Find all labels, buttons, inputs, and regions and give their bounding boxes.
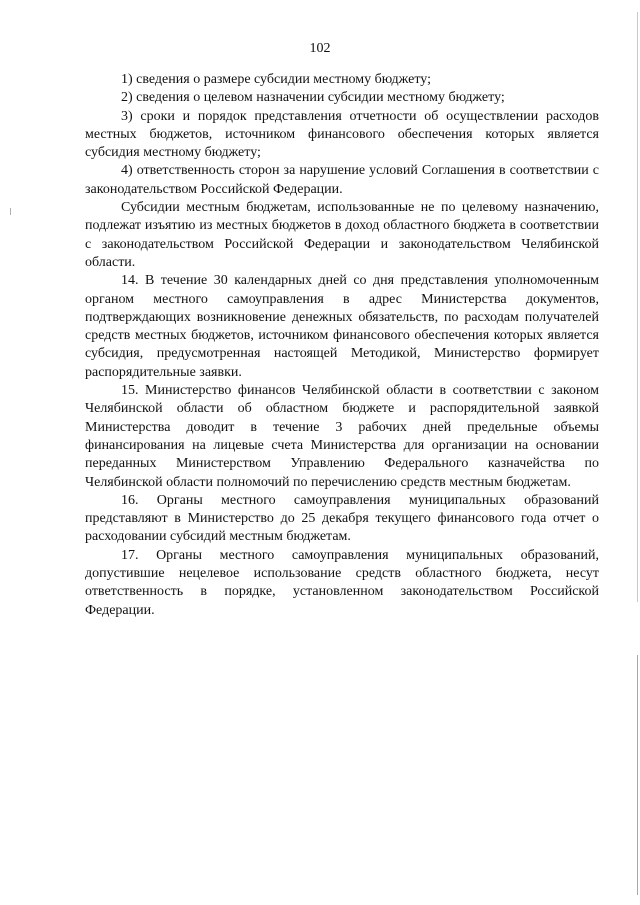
agreement-item-2: 2) сведения о целевом назначении субсидии местному бюджету; — [121, 90, 505, 106]
scan-artifact-mark — [10, 208, 11, 215]
scan-edge-line-lower — [637, 655, 638, 895]
agreement-item-1: 1) сведения о размере субсидии местному бюджету; — [121, 72, 431, 87]
agreement-item-3: 3) сроки и порядок представления отчетности об осуществлении расходов местных бюджетов, источником финансового обеспечения которых является субсидия местному бюджету; — [85, 108, 599, 161]
document-body — [85, 71, 599, 620]
page-number: 102 — [309, 41, 331, 56]
clause-15: 15. Министерство финансов Челябинской области в соответствии с законом Челябинской области об областном бюджете и распорядительной заявкой Министерства доводит в течение 3 рабочих дней предельные объемы финансирования на лицевые счета Министерства для организации на основании переданных Министерством Управлению Федерального казначейства по Челябинской области полномочий по перечислению средств местным бюджетам. — [85, 383, 599, 490]
clause-16: 16. Органы местного самоуправления муниципальных образований представляют в Министерство до 25 декабря текущего финансового года отчет о расходовании субсидий местным бюджетам. — [85, 492, 599, 545]
scan-edge-line — [637, 12, 638, 602]
misuse-paragraph: Субсидии местным бюджетам, использованные не по целевому назначению, подлежат изъятию из местных бюджетов в доход областного бюджета в соответствии с законодательством Российской Федерации и законодательством Челябинской области. — [85, 200, 599, 270]
agreement-item-4: 4) ответственность сторон за нарушение условий Соглашения в соответствии с законодательством Российской Федерации. — [85, 163, 599, 197]
clause-17: 17. Органы местного самоуправления муниципальных образований, допустившие нецелевое использование средств областного бюджета, несут ответственность в порядке, установленном законодательством Российской Федерации. — [85, 547, 599, 618]
clause-14: 14. В течение 30 календарных дней со дня представления уполномоченным органом местного самоуправления в адрес Министерства документов, подтверждающих возникновение денежных обязательств, по расходам получателей средств местных бюджетов, источником финансового обеспечения которых является субсидия, предусмотренная настоящей Методикой, Министерство формирует распорядительные заявки. — [85, 273, 599, 380]
